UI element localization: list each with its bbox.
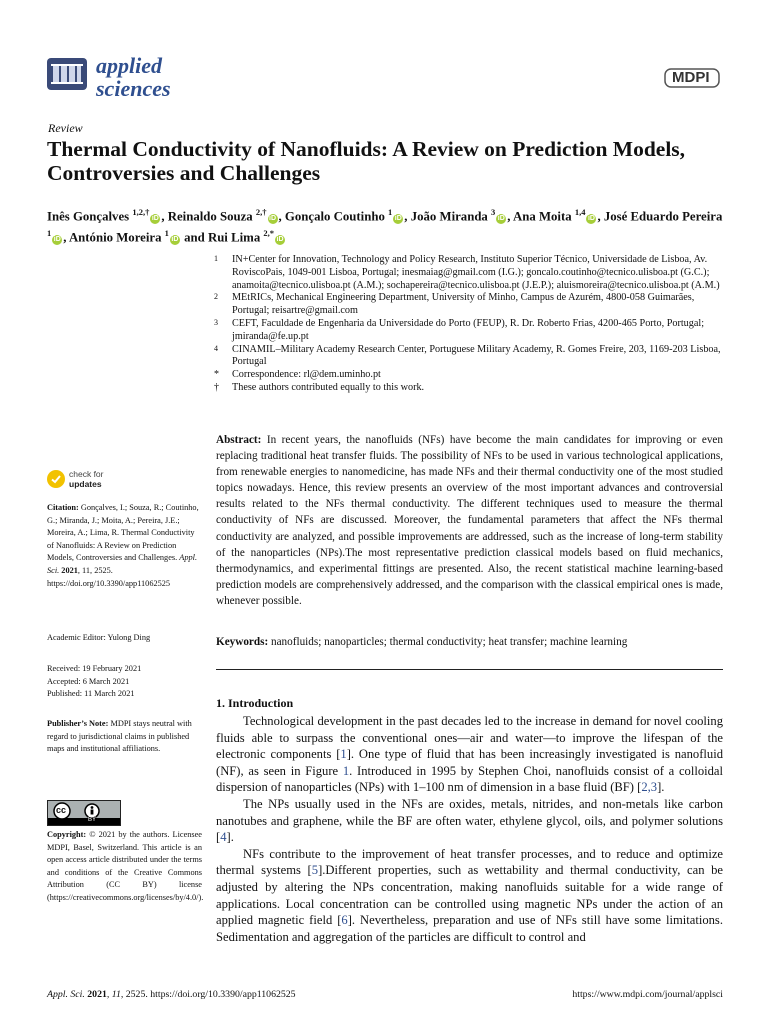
author-name[interactable]: , Gonçalo Coutinho: [278, 209, 389, 224]
equal-contribution-note: † These authors contributed equally to this work.: [214, 381, 425, 393]
orcid-icon[interactable]: iD: [276, 236, 284, 244]
author-name[interactable]: and Rui Lima: [180, 230, 264, 245]
author-name[interactable]: , José Eduardo Pereira: [597, 209, 723, 224]
author-name[interactable]: , João Miranda: [404, 209, 492, 224]
publisher-note: Publisher’s Note: MDPI stays neutral with regard to jurisdictional claims in published maps and institutional affiliations.: [47, 719, 192, 754]
paragraph: The NPs usually used in the NFs are oxides, metals, nitrides, and non-metals like carbon nanotubes and graphene, while the BF are often water, ethylene glycol, oils, and polymer solutions [4].: [216, 796, 723, 845]
citation-link[interactable]: 1: [340, 747, 347, 762]
citation-doi-link[interactable]: 2525. https://doi.org/10.3390/app11062525: [47, 565, 171, 588]
correspondence: * Correspondence: rl@dem.uminho.pt: [214, 369, 381, 381]
author-list: Inês Gonçalves $^{1,2,\dagger}$iD , Reinaldo Souza $^{2,\dagger}$iD , Gonçalo Coutinho $^1$iD , João Miranda $^3$iD , Ana Moita $^{1,4}$iD , José Eduardo Pereira $^1$iD , António Moreira $^1$iD and Rui Lima $^{2,*}$iD: [47, 207, 723, 245]
paragraph: NFs contribute to the improvement of heat transfer processes, and to reduce and optimize thermal systems [5].Different properties, such as wettability and thermal conductivity, can be adjusted by altering the NPs concentration, making nanofluids suitable for a wide range of applications. Local concentration can be controlled using magnetic NPs under the action of an applied magnetic field [6]. Nevertheless, preparation and use of NFs still have some limitations. Sedimentation and aggregation of the particles are difficult to control and: [216, 846, 724, 944]
abstract-text: In recent years, the nanofluids (NFs) have become the main candidates for improving or even replacing traditional heat transfer fluids. The possibility of NFs to be used in various technological applications, from renewable energies to nanomedicine, has made NFs and their thermal conductivity one of the most studied topics nowadays. Hence, this review presents an overview of the most important advances and controversial results related to the NFs thermal conductivity. The different techniques used to measure the thermal conductivity of NFs are discussed. Moreover, the fundamental parameters that affect the NFs thermal conductivity are analyzed, and possible improvements are addressed, such as the increase of long-term stability of the nanoparticles (NPs).The most representative prediction classical models based on fluid mechanics, thermodynamics, and experimental fittings are presented. Also, the recent statistical machine learning-based prediction models are comprehensively addressed, and the comparison with the classical empirical ones is made, whenever possible.: [216, 434, 723, 607]
orcid-icon[interactable]: iD: [171, 236, 179, 244]
affiliation-item: 3 CEFT, Faculdade de Engenharia da Universidade do Porto (FEUP), R. Dr. Roberto Frias, 4200-465 Porto, Portugal; jmiranda@fe.up.pt: [214, 317, 705, 342]
orcid-icon[interactable]: iD: [394, 215, 402, 223]
orcid-icon[interactable]: iD: [497, 215, 505, 223]
affiliation-item: 2 MEtRICs, Mechanical Engineering Department, University of Minho, Campus de Azurém, 4800-058 Guimarães, Portugal; reisartre@gmail.com: [214, 292, 695, 317]
copyright: Copyright: © 2021 by the authors. Licensee MDPI, Basel, Switzerland. This article is an open access article distributed under the terms and conditions of the Creative Commons Attribution (CC BY) license (https://creativecommons.org/licenses/by/4.0/).: [47, 830, 204, 902]
keywords: [216, 634, 723, 650]
dates: Received: 19 February 2021 Accepted: 6 March 2021 Published: 11 March 2021: [47, 664, 142, 699]
keywords-text: nanofluids; nanoparticles; thermal conductivity; heat transfer; machine learning: [268, 636, 628, 648]
publisher-name: MDPI: [672, 69, 710, 86]
divider: [216, 669, 723, 670]
citation-link[interactable]: 4: [220, 830, 227, 845]
citation-link[interactable]: 2,3: [641, 780, 658, 795]
check-updates-icon: [47, 470, 65, 488]
citation-link[interactable]: 5: [311, 863, 319, 878]
abstract: [216, 432, 723, 609]
paragraph: Technological development in the past decades led to the increase in demand for novel cooling fluids able to surpass the conventional ones—air and water—to improve the lifespan of the electronic components [1]. One type of fluid that has been increasingly investigated is nanofluid (NF), as seen in Figure 1. Introduced in 1995 by Stephen Choi, nanofluids consist of a colloidal dispersion of nanoparticles (NPs) with 1–100 nm of dimension in a base fluid (BF) [2,3].: [216, 714, 724, 795]
article-type: Review: [48, 121, 83, 135]
citation-link[interactable]: 6: [341, 913, 348, 928]
affiliation-item: 4 CINAMIL–Military Academy Research Center, Portuguese Military Academy, R. Gomes Freire, 203, 1169-203 Lisboa, Portugal: [214, 343, 721, 368]
academic-editor: Academic Editor: Yulong Ding: [47, 633, 151, 642]
author-name[interactable]: , Reinaldo Souza: [161, 209, 256, 224]
citation: Citation: Gonçalves, I.; Souza, R.; Coutinho, G.; Miranda, J.; Moita, A.; Pereira, J.E.; Moreira, A.; Lima, R. Thermal Conductivity of Nanofluids: A Review on Prediction Models, Controversies and Challenges. Appl. Sci. 2021, 11, 2525. https://doi.org/10.3390/app11062525: [47, 503, 199, 588]
article-title: Thermal Conductivity of Nanofluids: A Review on Prediction Models, Controversies and Challenges: [47, 137, 686, 185]
publisher-logo[interactable]: [664, 66, 720, 90]
abstract-label: Abstract:: [216, 434, 262, 446]
author-name[interactable]: , António Moreira: [63, 230, 165, 245]
orcid-icon[interactable]: iD: [269, 215, 277, 223]
orcid-icon[interactable]: iD: [587, 215, 595, 223]
affiliation-item: 1 IN+Center for Innovation, Technology and Policy Research, Instituto Superior Técnico, Universidade de Lisboa, Av. RoviscoPais, 1049-001 Lisboa, Portugal; inesmaiag@gmail.com (I.G.); goncalo.coutinho@tecnico.ulisboa.pt (G.C.); anamoita@tecnico.ulisboa.pt (A.M.); sochapereira@tecnico.ulisboa.pt (J.E.P.); aluismoreira@tecnico.ulisboa.pt (A.M.): [214, 254, 720, 291]
journal-url-link[interactable]: https://www.mdpi.com/journal/applsci: [572, 989, 723, 1000]
section-heading: 1. Introduction: [216, 696, 294, 710]
journal-name[interactable]: applied sciences: [96, 53, 171, 101]
author-name[interactable]: Inês Gonçalves: [47, 209, 133, 224]
cc-by-license-icon[interactable]: cc BY: [47, 800, 121, 826]
author-name[interactable]: , Ana Moita: [507, 209, 575, 224]
orcid-icon[interactable]: iD: [151, 215, 159, 223]
page-footer: Appl. Sci. 2021, 11, 2525. https://doi.org/10.3390/app11062525 https://www.mdpi.com/journal/applsci: [47, 989, 723, 1000]
affiliations: [214, 254, 724, 395]
journal-logo-icon: [47, 58, 87, 90]
keywords-label: Keywords:: [216, 636, 269, 648]
orcid-icon[interactable]: iD: [53, 236, 61, 244]
body-text: [216, 713, 723, 945]
figure-link[interactable]: 1: [342, 763, 350, 778]
